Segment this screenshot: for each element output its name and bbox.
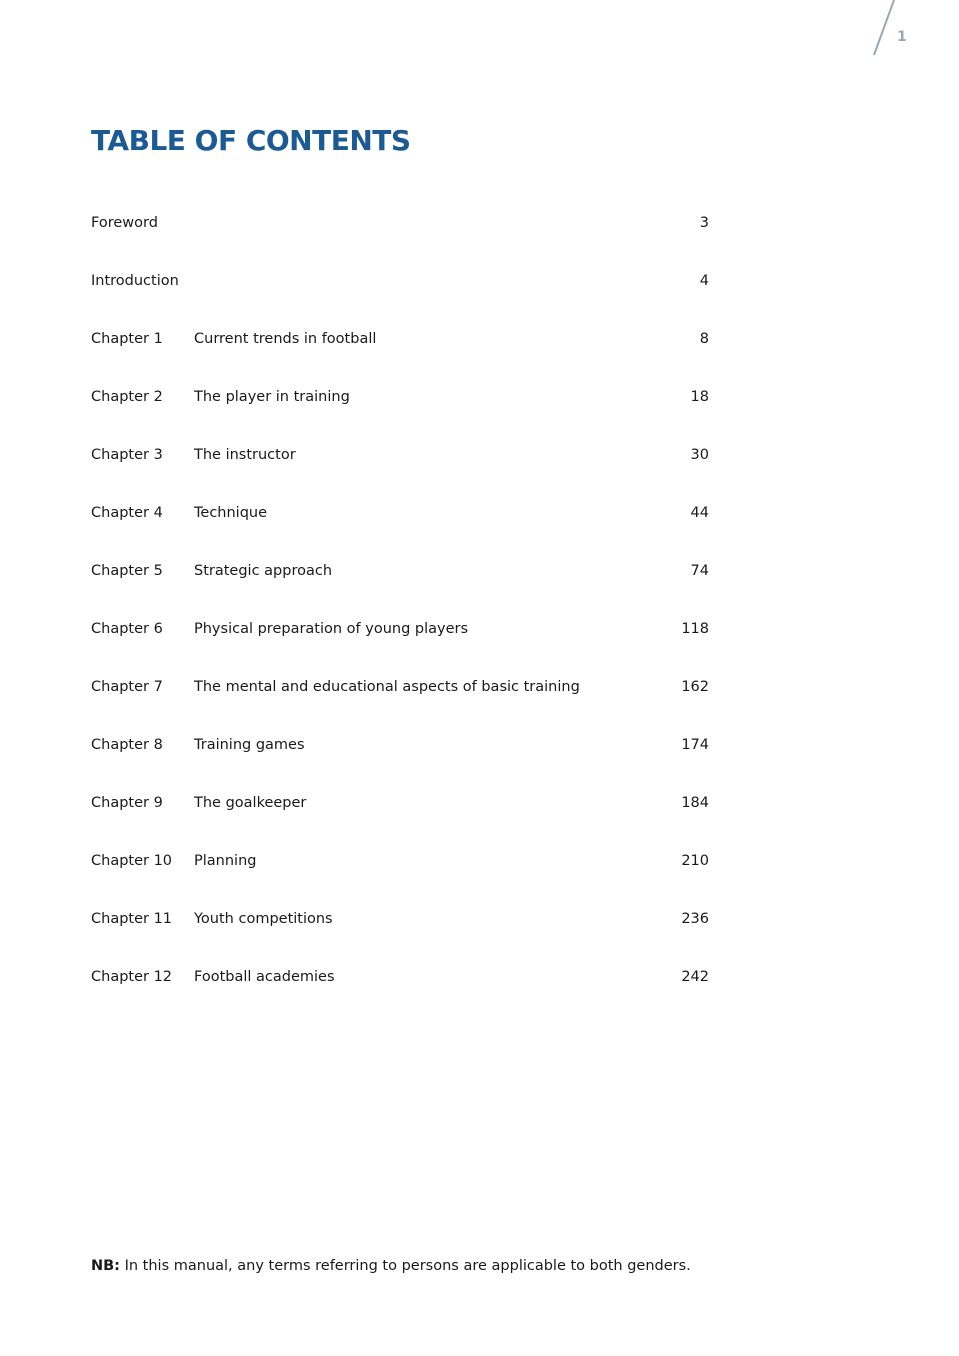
page-title: TABLE OF CONTENTS — [91, 124, 411, 157]
toc-page-number: 44 — [690, 505, 709, 521]
toc-page-number: 118 — [681, 621, 709, 637]
toc-chapter-title: Technique — [194, 505, 268, 521]
toc-page-number: 184 — [681, 795, 709, 811]
toc-chapter-label: Introduction — [91, 273, 179, 289]
toc-page-number: 236 — [681, 911, 709, 927]
toc-chapter-label: Chapter 10 — [91, 853, 173, 869]
toc-page-number: 8 — [699, 331, 709, 347]
toc-chapter-title: Training games — [194, 737, 305, 753]
toc-page-number: 30 — [690, 447, 709, 463]
toc-entry[interactable] — [91, 500, 709, 558]
toc-page-number: 242 — [681, 969, 709, 985]
toc-entry[interactable] — [91, 674, 709, 732]
toc-chapter-label: Chapter 6 — [91, 621, 163, 637]
toc-chapter-label: Chapter 7 — [91, 679, 163, 695]
toc-page-number: 3 — [699, 215, 709, 231]
toc-page-number: 74 — [690, 563, 709, 579]
page-number: 1 — [897, 29, 907, 45]
toc-entry[interactable] — [91, 848, 709, 906]
toc-entry[interactable] — [91, 326, 709, 384]
toc-chapter-label: Chapter 5 — [91, 563, 163, 579]
toc-chapter-title: Youth competitions — [194, 911, 333, 927]
toc-chapter-label: Chapter 9 — [91, 795, 163, 811]
toc-chapter-title: The instructor — [194, 447, 296, 463]
toc-page-number: 210 — [681, 853, 709, 869]
toc-entry[interactable] — [91, 558, 709, 616]
toc-page-number: 4 — [699, 273, 709, 289]
toc-chapter-label: Chapter 4 — [91, 505, 163, 521]
toc-chapter-label: Chapter 8 — [91, 737, 163, 753]
footnote-label: NB: — [91, 1258, 120, 1274]
toc-entry[interactable] — [91, 790, 709, 848]
toc-chapter-label: Chapter 2 — [91, 389, 163, 405]
toc-entry[interactable] — [91, 732, 709, 790]
toc-page-number: 162 — [681, 679, 709, 695]
toc-chapter-label: Chapter 3 — [91, 447, 163, 463]
toc-chapter-title: Planning — [194, 853, 257, 869]
toc-entry[interactable] — [91, 964, 709, 1022]
toc-chapter-label: Chapter 1 — [91, 331, 163, 347]
toc-chapter-title: Strategic approach — [194, 563, 333, 579]
toc-chapter-title: Physical preparation of young players — [194, 621, 469, 637]
toc-chapter-label: Foreword — [91, 215, 158, 231]
toc-chapter-title: The mental and educational aspects of basic training — [194, 679, 580, 695]
toc-chapter-label: Chapter 11 — [91, 911, 173, 927]
footnote-text: In this manual, any terms referring to persons are applicable to both genders. — [120, 1258, 691, 1274]
toc-chapter-title: Current trends in football — [194, 331, 377, 347]
toc-entry[interactable] — [91, 442, 709, 500]
toc-entry[interactable] — [91, 906, 709, 964]
toc-chapter-title: The goalkeeper — [194, 795, 307, 811]
toc-page-number: 174 — [681, 737, 709, 753]
toc-chapter-title: The player in training — [194, 389, 350, 405]
toc-entry[interactable] — [91, 268, 709, 326]
toc-entry[interactable] — [91, 384, 709, 442]
toc-entry[interactable] — [91, 210, 709, 268]
footnote — [91, 1258, 691, 1274]
toc-chapter-title: Football academies — [194, 969, 335, 985]
toc-page-number: 18 — [690, 389, 709, 405]
toc-chapter-label: Chapter 12 — [91, 969, 173, 985]
toc-entry[interactable] — [91, 616, 709, 674]
toc-list — [91, 210, 709, 1022]
